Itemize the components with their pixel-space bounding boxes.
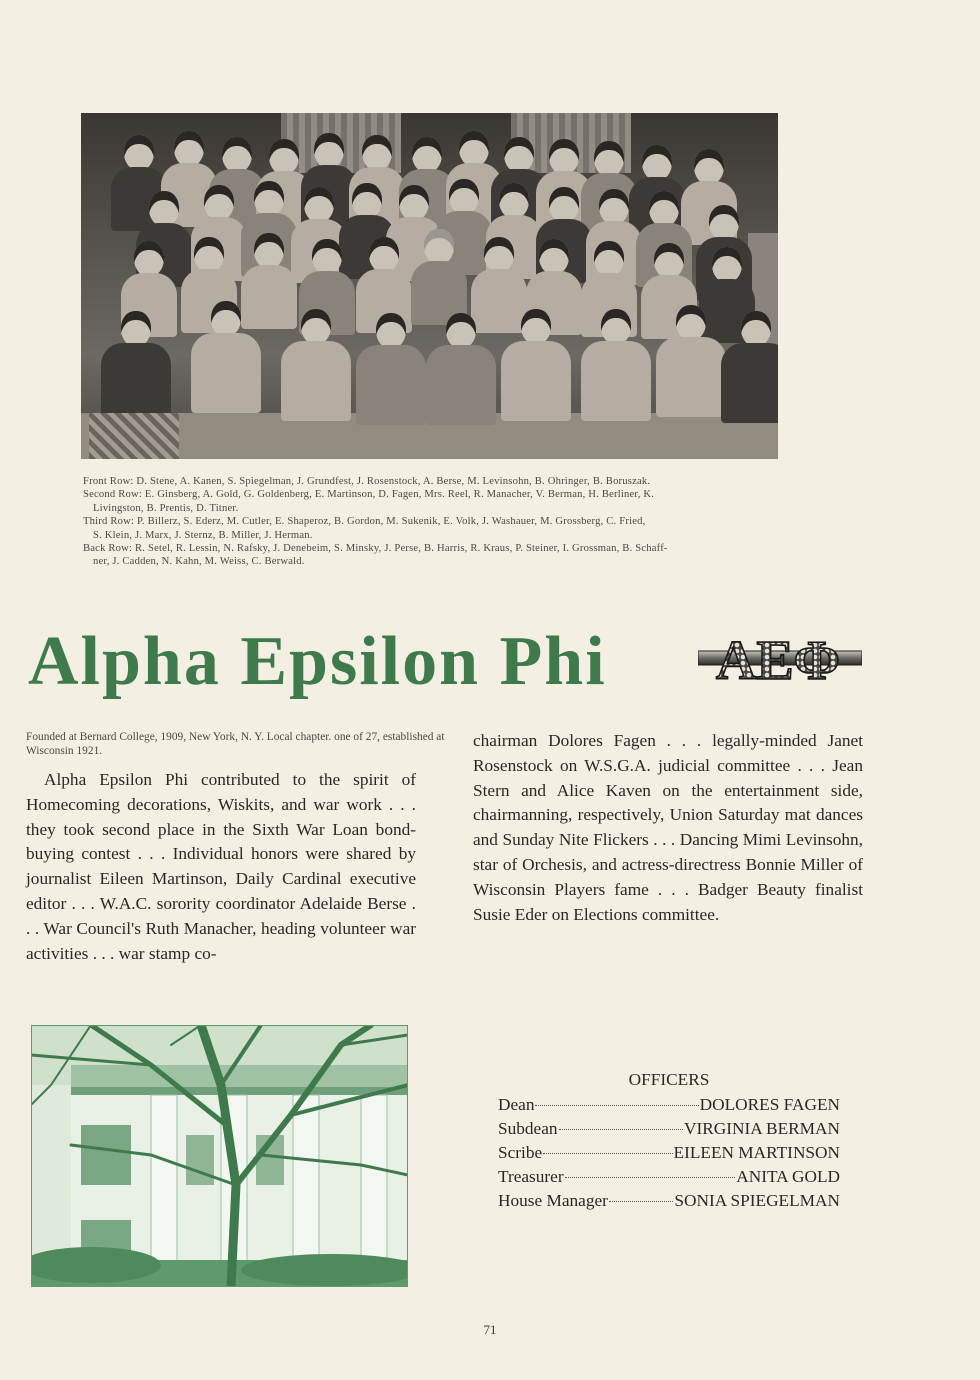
officer-role: Dean bbox=[498, 1095, 535, 1114]
caption-back-row-cont: ner, J. Cadden, N. Kahn, M. Weiss, C. Berwald. bbox=[93, 556, 305, 568]
caption-third-row-cont: S. Klein, J. Marx, J. Sternz, B. Miller, J. Herman. bbox=[93, 529, 313, 541]
leader-dots bbox=[609, 1201, 673, 1202]
officer-role: Treasurer bbox=[498, 1167, 564, 1186]
page-title: Alpha Epsilon Phi bbox=[28, 623, 607, 700]
officer-name: SONIA SPIEGELMAN bbox=[674, 1191, 840, 1210]
leader-dots bbox=[543, 1153, 672, 1154]
officer-row bbox=[498, 1189, 840, 1213]
sorority-pin-icon bbox=[698, 630, 862, 688]
pin-letters: ΑΕΦ bbox=[715, 630, 841, 688]
officer-name: DOLORES FAGEN bbox=[699, 1095, 840, 1114]
officer-row bbox=[498, 1093, 840, 1117]
leader-dots bbox=[535, 1105, 698, 1106]
officers-heading: OFFICERS bbox=[628, 1070, 710, 1089]
photo-caption bbox=[83, 475, 808, 569]
officer-name: VIRGINIA BERMAN bbox=[683, 1119, 840, 1138]
caption-front-row: Front Row: D. Stene, A. Kanen, S. Spiegelman, J. Grundfest, J. Rosenstock, A. Berse, M. Levinsohn, B. Ohringer, B. Boruszak. bbox=[83, 476, 651, 487]
body-text-right: chairman Dolores Fagen . . . legally-minded Janet Rosenstock on W.S.G.A. judicial committee . . . Jean Stern and Alice Kaven on the entertainment side, chairmanning, respectively, Union Saturday mat dances and Sunday Nite Flickers . . . Dancing Mimi Levinsohn, star of Orchesis, and actress-directress Bonnie Miller of Wisconsin Players fame . . . Badger Beauty finalist Susie Eder on Elections committee. bbox=[473, 731, 863, 924]
caption-back-row: Back Row: R. Setel, R. Lessin, N. Rafsky, J. Denebeim, S. Minsky, J. Perse, B. Harris, R. Kraus, P. Steiner, I. Grossman, B. Schaff- bbox=[83, 543, 668, 555]
officer-row bbox=[498, 1141, 840, 1165]
officer-row bbox=[498, 1117, 840, 1141]
founded-note: Founded at Bernard College, 1909, New York, N. Y. Local chapter. one of 27, established at Wisconsin 1921. bbox=[26, 731, 445, 757]
caption-second-row: Second Row: E. Ginsberg, A. Gold, G. Goldenberg, E. Martinson, D. Fagen, Mrs. Reel, R. Manacher, V. Berman, H. Berliner, K. bbox=[83, 489, 655, 501]
officer-role: Scribe bbox=[498, 1143, 543, 1162]
page-number: 71 bbox=[483, 1322, 497, 1337]
officer-name: ANITA GOLD bbox=[736, 1167, 840, 1186]
body-text-left: Alpha Epsilon Phi contributed to the spirit of Homecoming decorations, Wiskits, and war work . . . they took second place in the Sixth War Loan bond-buying contest . . . Individual honors were shared by journalist Eileen Martinson, Daily Cardinal executive editor . . . W.A.C. sorority coordinator Adelaide Berse . . . War Council's Ruth Manacher, heading volunteer war activities . . . war stamp co- bbox=[26, 770, 416, 963]
leader-dots bbox=[565, 1177, 736, 1178]
officer-name: EILEEN MARTINSON bbox=[673, 1143, 840, 1162]
group-photo bbox=[81, 113, 778, 459]
officer-row bbox=[498, 1165, 840, 1189]
officer-role: House Manager bbox=[498, 1191, 608, 1210]
officers-list bbox=[498, 1068, 840, 1213]
caption-third-row: Third Row: P. Billerz, S. Ederz, M. Cutler, E. Shaperoz, B. Gordon, M. Sukenik, E. Volk, J. Washauer, M. Grossberg, C. Fried, bbox=[83, 516, 646, 528]
officer-role: Subdean bbox=[498, 1119, 558, 1138]
leader-dots bbox=[559, 1129, 683, 1130]
caption-second-row-cont: Livingston, B. Prentis, D. Titner. bbox=[93, 502, 239, 514]
chapter-house-photo bbox=[31, 1025, 408, 1287]
